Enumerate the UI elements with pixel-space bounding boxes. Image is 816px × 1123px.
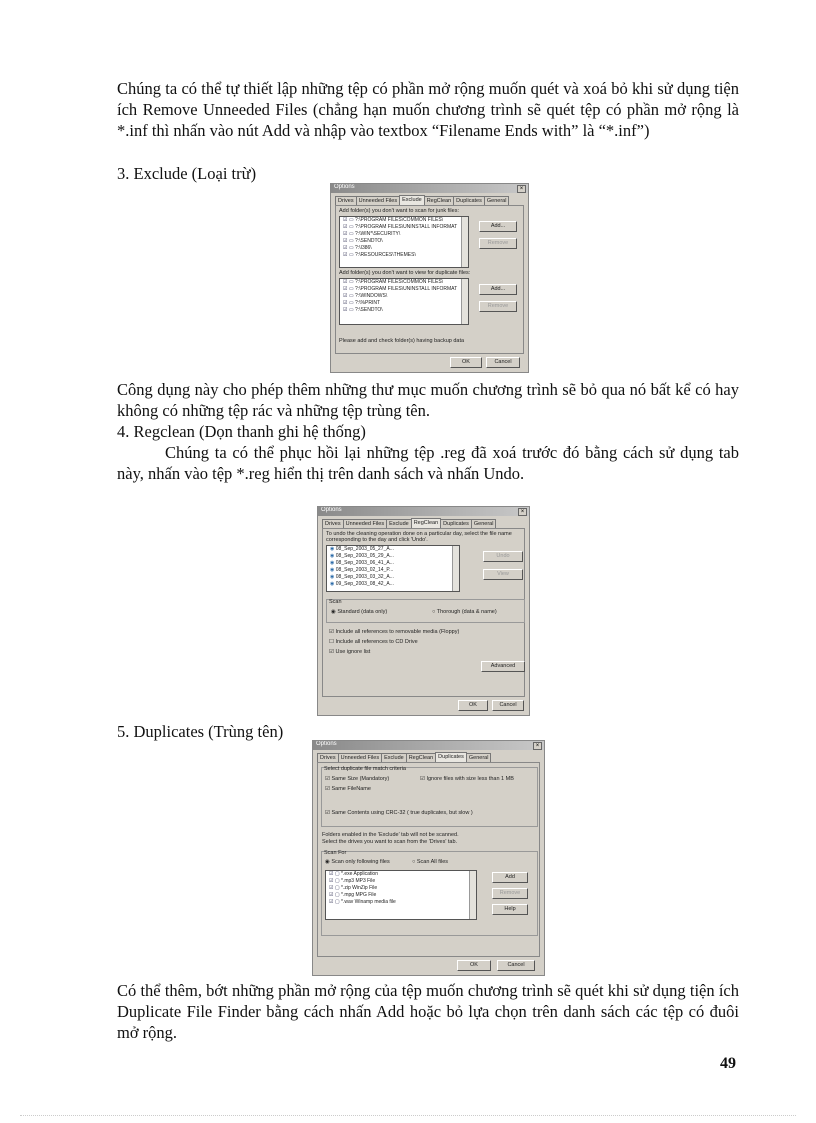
tab-exclude[interactable]: Exclude xyxy=(399,195,425,206)
checkbox-same-contents[interactable]: ☑ Same Contents using CRC-32 ( true duplicates, but slow ) xyxy=(325,810,473,816)
regclean-description: Chúng ta có thể phục hồi lại những tệp .reg đã xoá trước đó bằng cách sử dụng tab này, nhấn vào tệp *.reg hiển thị trên danh sách và nhấn Undo. xyxy=(117,443,739,483)
duplicate-exclude-label: Add folder(s) you don't want to view for duplicate files: xyxy=(339,270,471,276)
view-button[interactable]: View xyxy=(483,569,523,580)
list-item[interactable]: ☑ ▢ *.mp3 MP3 File xyxy=(326,878,476,885)
list-item[interactable]: ☑ ▢ *.wav Winamp media file xyxy=(326,899,476,906)
tab-drives[interactable]: Drives xyxy=(335,196,357,205)
list-item[interactable]: ☑ ▭ ?:\I386\ xyxy=(340,245,468,252)
page-number: 49 xyxy=(720,1055,736,1072)
checkbox-ignore-small-files[interactable]: ☑ Ignore files with size less than 1 MB xyxy=(420,776,514,782)
duplicates-description: Có thể thêm, bớt những phần mở rộng của tệp muốn chương trình sẽ quét khi sử dụng tiện ích Duplicate File Finder bằng cách nhấn Add hoặc bỏ lựa chọn trên danh sách các tệp có đuôi mở rộng. xyxy=(117,981,739,1042)
remove-button[interactable]: Remove xyxy=(479,301,517,312)
help-button[interactable]: Help xyxy=(492,904,528,915)
heading-duplicates: 5. Duplicates (Trùng tên) xyxy=(117,722,284,741)
junk-exclude-list[interactable] xyxy=(339,216,469,268)
list-item[interactable]: ◉ 09_Sep_2003_08_42_A... xyxy=(327,581,459,588)
tab-unneeded-files[interactable]: Unneeded Files xyxy=(338,753,383,762)
dialog-titlebar xyxy=(313,741,544,750)
ok-button[interactable]: OK xyxy=(458,700,488,711)
list-item[interactable]: ◉ 08_Sep_2003_02_14_P... xyxy=(327,567,459,574)
list-item[interactable]: ☑ ▢ *.zip WinZip File xyxy=(326,885,476,892)
ok-button[interactable]: OK xyxy=(450,357,482,368)
close-icon[interactable]: × xyxy=(518,508,527,516)
drives-note: Select the drives you want to scan from the 'Drives' tab. xyxy=(322,839,458,845)
remove-button[interactable]: Remove xyxy=(492,888,528,899)
list-item[interactable]: ☑ ▭ ?:\RESOURCES\THEMES\ xyxy=(340,252,468,259)
add-button[interactable]: Add xyxy=(492,872,528,883)
tab-regclean[interactable]: RegClean xyxy=(406,753,436,762)
match-criteria-group xyxy=(321,767,538,827)
cancel-button[interactable]: Cancel xyxy=(486,357,520,368)
reg-backup-list[interactable] xyxy=(326,545,460,592)
scrollbar[interactable] xyxy=(452,546,459,591)
checkbox-same-filename[interactable]: ☑ Same FileName xyxy=(325,786,371,792)
tab-strip xyxy=(322,519,495,528)
list-item[interactable]: ☑ ▢ *.mpg MPG File xyxy=(326,892,476,899)
scan-for-group xyxy=(321,851,538,936)
duplicate-exclude-list[interactable] xyxy=(339,278,469,325)
list-item[interactable]: ◉ 08_Sep_2003_06_41_A... xyxy=(327,560,459,567)
dialog-titlebar xyxy=(318,507,529,516)
dialog-titlebar xyxy=(331,184,528,193)
list-item[interactable]: ☑ ▢ *.exe Application xyxy=(326,871,476,878)
undo-button[interactable]: Undo xyxy=(483,551,523,562)
footer-note: Please add and check folder(s) having backup data xyxy=(339,338,465,344)
tab-general[interactable]: General xyxy=(471,519,497,528)
tab-panel xyxy=(322,528,525,697)
checkbox-ignore-list[interactable]: ☑ Use ignore list xyxy=(329,649,370,655)
list-item[interactable]: ☑ ▭ ?:\%PRINT xyxy=(340,300,468,307)
close-icon[interactable]: × xyxy=(533,742,542,750)
list-item[interactable]: ☑ ▭ ?:\SENDTO\ xyxy=(340,238,468,245)
radio-thorough[interactable]: ○ Thorough (data & name) xyxy=(432,609,497,615)
add-button[interactable]: Add... xyxy=(479,221,517,232)
cancel-button[interactable]: Cancel xyxy=(497,960,535,971)
tab-panel xyxy=(317,762,540,957)
checkbox-removable-media[interactable]: ☑ Include all references to removable media (Floppy) xyxy=(329,629,459,635)
dialog-title: Options xyxy=(334,184,355,190)
list-item[interactable]: ☑ ▭ ?:\SENDTO\ xyxy=(340,307,468,314)
heading-exclude: 3. Exclude (Loại trừ) xyxy=(117,164,257,183)
tab-exclude[interactable]: Exclude xyxy=(386,519,412,528)
extension-list[interactable] xyxy=(325,870,477,920)
radio-scan-following[interactable]: ◉ Scan only following files xyxy=(325,859,390,865)
advanced-button[interactable]: Advanced xyxy=(481,661,525,672)
list-item[interactable]: ☑ ▭ ?:\PROGRAM FILES\UNINSTALL INFORMAT xyxy=(340,224,468,231)
tab-regclean[interactable]: RegClean xyxy=(411,518,441,529)
tab-general[interactable]: General xyxy=(484,196,510,205)
checkbox-same-size[interactable]: ☑ Same Size (Mandatory) xyxy=(325,776,389,782)
list-item[interactable]: ☑ ▭ ?:\WIN*\SECURITY\ xyxy=(340,231,468,238)
tab-drives[interactable]: Drives xyxy=(322,519,344,528)
dialog-title: Options xyxy=(321,507,342,513)
ok-button[interactable]: OK xyxy=(457,960,491,971)
criteria-label: Select duplicate file match criteria xyxy=(324,766,406,772)
exclude-description: Công dụng này cho phép thêm những thư mục muốn chương trình sẽ bỏ qua nó bất kể có hay không có những tệp rác và những tệp trùng tên. xyxy=(117,380,739,420)
regclean-dialog-screenshot xyxy=(317,506,530,716)
footer-divider xyxy=(20,1115,796,1116)
scrollbar[interactable] xyxy=(461,279,468,324)
radio-scan-all[interactable]: ○ Scan All files xyxy=(412,859,448,865)
tab-exclude[interactable]: Exclude xyxy=(381,753,407,762)
intro-paragraph: Chúng ta có thể tự thiết lập những tệp có phần mở rộng muốn quét và xoá bỏ khi sử dụng tiện ích Remove Unneeded Files (chẳng hạn muốn chương trình sẽ quét tệp có phần mở rộng là *.inf thì nhấn vào nút Add và nhập vào textbox “Filename Ends with” là “*.inf”) xyxy=(117,79,739,140)
tab-duplicates[interactable]: Duplicates xyxy=(435,752,467,763)
list-item[interactable]: ◉ 08_Sep_2003_05_27_A... xyxy=(327,546,459,553)
tab-unneeded-files[interactable]: Unneeded Files xyxy=(356,196,401,205)
checkbox-cd-drive[interactable]: ☐ Include all references to CD Drive xyxy=(329,639,418,645)
tab-panel xyxy=(335,205,524,354)
list-item[interactable]: ☑ ▭ ?:\WINDOWS\ xyxy=(340,293,468,300)
radio-standard[interactable]: ◉ Standard (data only) xyxy=(331,609,387,615)
scrollbar[interactable] xyxy=(461,217,468,267)
cancel-button[interactable]: Cancel xyxy=(492,700,524,711)
scan-for-label: Scan For xyxy=(324,850,347,856)
list-item[interactable]: ☑ ▭ ?:\PROGRAM FILES\COMMON FILES\ xyxy=(340,279,468,286)
exclude-note: Folders enabled in the 'Exclude' tab will not be scanned. xyxy=(322,832,459,838)
scan-group xyxy=(326,599,525,623)
tab-drives[interactable]: Drives xyxy=(317,753,339,762)
remove-button[interactable]: Remove xyxy=(479,238,517,249)
list-item[interactable]: ◉ 08_Sep_2003_05_29_A... xyxy=(327,553,459,560)
add-button[interactable]: Add... xyxy=(479,284,517,295)
tab-duplicates[interactable]: Duplicates xyxy=(440,519,472,528)
close-icon[interactable]: × xyxy=(517,185,526,193)
undo-instructions: To undo the cleaning operation done on a particular day, select the file name corresponding to the day and click 'Undo'. xyxy=(326,531,512,543)
list-item[interactable]: ☑ ▭ ?:\PROGRAM FILES\COMMON FILES\ xyxy=(340,217,468,224)
tab-general[interactable]: General xyxy=(466,753,492,762)
junk-exclude-label: Add folder(s) you don't want to scan for junk files: xyxy=(339,208,459,214)
exclude-dialog-screenshot xyxy=(330,183,529,373)
scrollbar[interactable] xyxy=(469,871,476,919)
scan-label: Scan xyxy=(329,599,342,605)
tab-regclean[interactable]: RegClean xyxy=(424,196,454,205)
tab-duplicates[interactable]: Duplicates xyxy=(453,196,485,205)
heading-regclean: 4. Regclean (Dọn thanh ghi hệ thống) xyxy=(117,422,366,441)
list-item[interactable]: ☑ ▭ ?:\PROGRAM FILES\UNINSTALL INFORMAT xyxy=(340,286,468,293)
dialog-title: Options xyxy=(316,741,337,747)
list-item[interactable]: ◉ 08_Sep_2003_03_32_A... xyxy=(327,574,459,581)
tab-unneeded-files[interactable]: Unneeded Files xyxy=(343,519,388,528)
tab-strip xyxy=(317,753,490,762)
tab-strip xyxy=(335,196,508,205)
duplicates-dialog-screenshot xyxy=(312,740,545,976)
